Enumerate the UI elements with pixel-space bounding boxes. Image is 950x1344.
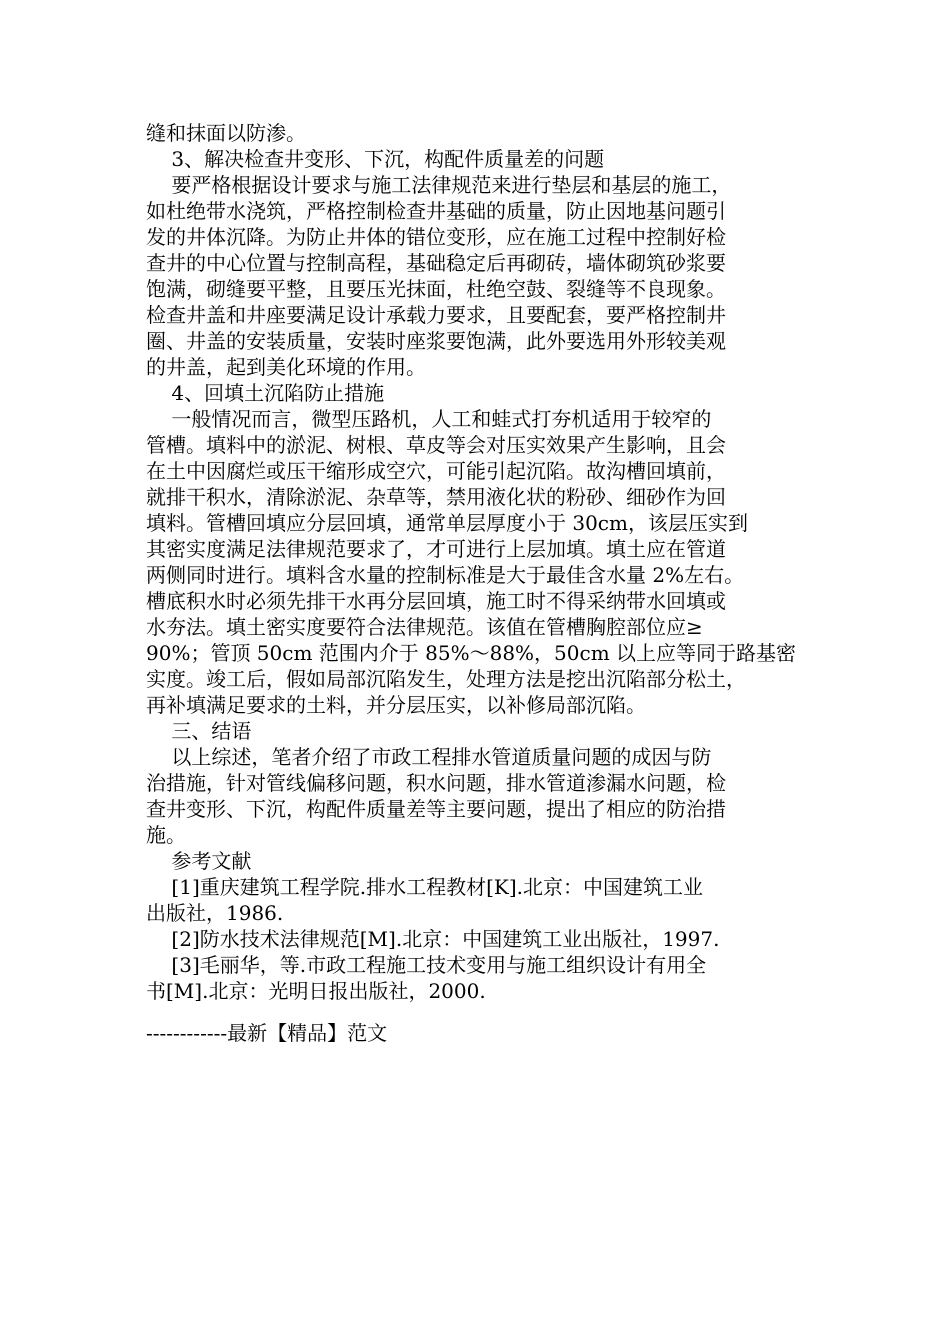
reference-line: 出版社，1986.	[146, 901, 284, 925]
text-line: 施。	[146, 823, 186, 847]
text-line: 发的井体沉降。为防止井体的错位变形，应在施工过程中控制好检	[146, 225, 726, 249]
reference-line: [2]防水技术法律规范[M].北京：中国建筑工业出版社，1997.	[146, 927, 720, 951]
text-line: 水夯法。填土密实度要符合法律规范。该值在管槽胸腔部位应≥	[146, 615, 703, 639]
references-heading: 参考文献	[146, 849, 252, 873]
text-line: 一般情况而言，微型压路机，人工和蛙式打夯机适用于较窄的	[146, 407, 712, 431]
text-line: 其密实度满足法律规范要求了，才可进行上层加填。填土应在管道	[146, 537, 726, 561]
text-line: 管槽。填料中的淤泥、树根、草皮等会对压实效果产生影响，且会	[146, 433, 726, 457]
text-line: 实度。竣工后，假如局部沉陷发生，处理方法是挖出沉陷部分松土，	[146, 667, 746, 691]
reference-line: [1]重庆建筑工程学院.排水工程教材[K].北京：中国建筑工业	[146, 875, 704, 899]
text-line: 3、解决检查井变形、下沉，构配件质量差的问题	[146, 147, 605, 171]
text-line: 如杜绝带水浇筑，严格控制检查井基础的质量，防止因地基问题引	[146, 199, 726, 223]
text-line: 检查井盖和井座要满足设计承载力要求，且要配套，要严格控制井	[146, 303, 726, 327]
reference-line: 书[M].北京：光明日报出版社，2000.	[146, 979, 486, 1003]
reference-line: [3]毛丽华，等.市政工程施工技术变用与施工组织设计有用全	[146, 953, 707, 977]
section-heading: 4、回填土沉陷防止措施	[146, 381, 385, 405]
text-line: 缝和抹面以防渗。	[146, 121, 306, 145]
text-line: 查井的中心位置与控制高程，基础稳定后再砌砖，墙体砌筑砂浆要	[146, 251, 726, 275]
text-line: 填料。管槽回填应分层回填，通常单层厚度小于 30cm，该层压实到	[146, 511, 748, 535]
footer-text: ------------最新【精品】范文	[146, 1021, 388, 1045]
text-line: 就排干积水，清除淤泥、杂草等，禁用液化状的粉砂、细砂作为回	[146, 485, 726, 509]
text-line: 治措施，针对管线偏移问题，积水问题，排水管道渗漏水问题，检	[146, 771, 726, 795]
text-line: 再补填满足要求的土料，并分层压实，以补修局部沉陷。	[146, 693, 646, 717]
text-line: 的井盖，起到美化环境的作用。	[146, 355, 426, 379]
text-line: 圈、井盖的安装质量，安装时座浆要饱满，此外要选用外形较美观	[146, 329, 726, 353]
section-heading: 三、结语	[146, 719, 252, 743]
text-line: 饱满，砌缝要平整，且要压光抹面，杜绝空鼓、裂缝等不良现象。	[146, 277, 726, 301]
text-line: 槽底积水时必须先排干水再分层回填，施工时不得采纳带水回填或	[146, 589, 726, 613]
text-line: 以上综述，笔者介绍了市政工程排水管道质量问题的成因与防	[146, 745, 712, 769]
text-line: 90%；管顶 50cm 范围内介于 85%～88%，50cm 以上应等同于路基密	[146, 641, 797, 665]
text-line: 要严格根据设计要求与施工法律规范来进行垫层和基层的施工，	[146, 173, 732, 197]
text-line: 查井变形、下沉，构配件质量差等主要问题，提出了相应的防治措	[146, 797, 726, 821]
text-line: 在土中因腐烂或压干缩形成空穴，可能引起沉陷。故沟槽回填前，	[146, 459, 726, 483]
text-line: 两侧同时进行。填料含水量的控制标准是大于最佳含水量 2%左右。	[146, 563, 745, 587]
